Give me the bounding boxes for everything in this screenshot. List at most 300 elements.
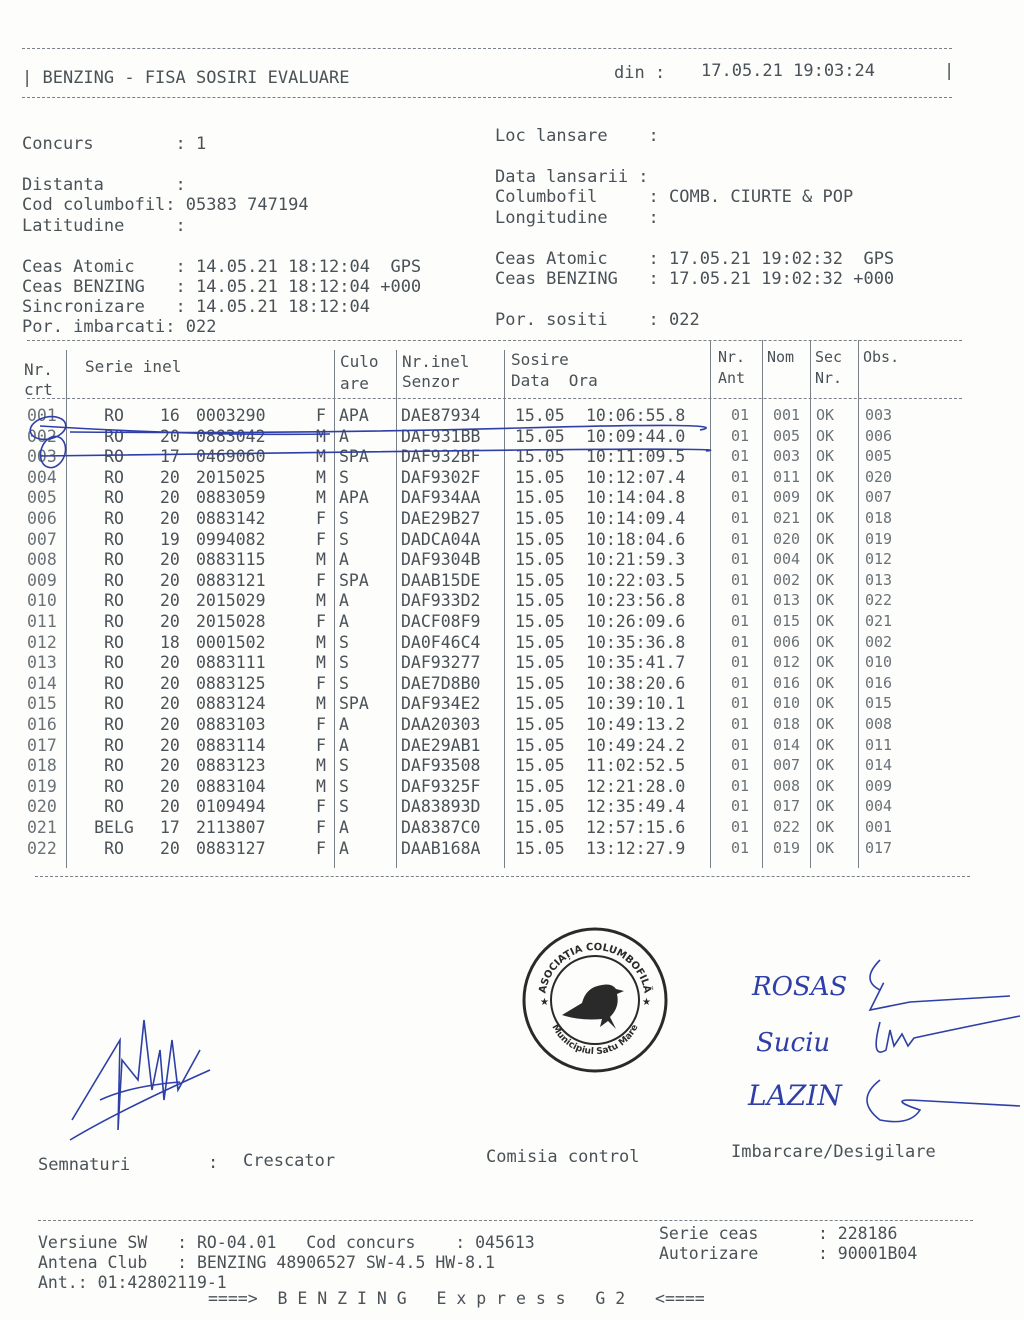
header-din-value: 17.05.21 19:03:24 <box>701 61 875 81</box>
cell-ant: 01 <box>731 467 750 486</box>
cell-nr: 005 <box>27 488 57 508</box>
handwritten-name-rosas: ROSAS <box>752 972 848 1002</box>
cell-ant: 01 <box>731 673 750 692</box>
cell-obs: 017 <box>865 838 893 857</box>
cell-ant: 01 <box>731 715 750 733</box>
antena-id: Ant.: 01:42802119-1 <box>38 1273 227 1292</box>
cell-sex: M <box>316 591 326 611</box>
latitudine: Latitudine : <box>22 216 186 236</box>
cell-ant: 01 <box>731 447 750 466</box>
cell-tara: RO <box>104 715 124 734</box>
cell-culoare: A <box>339 735 349 755</box>
col-header-nr-ant: Nr. <box>718 348 746 366</box>
cell-nom: 017 <box>773 797 801 816</box>
cell-senzor: DAAB15DE <box>401 570 481 590</box>
cell-ora: 10:23:56.8 <box>586 591 686 611</box>
cell-culoare: APA <box>339 488 369 508</box>
col-header-serie: Serie inel <box>85 357 182 376</box>
serie-ceas: Serie ceas : 228186 <box>659 1224 898 1243</box>
cell-ant: 01 <box>731 838 750 857</box>
cell-tara: RO <box>104 447 124 467</box>
cell-nr: 020 <box>27 797 57 817</box>
cell-tara: RO <box>104 406 124 425</box>
cell-ant: 01 <box>731 653 750 672</box>
col-header-ant: Ant <box>718 369 746 387</box>
header-right-bar: | <box>944 61 955 81</box>
cell-obs: 013 <box>865 570 893 589</box>
cell-inel: 0469060 <box>196 447 266 467</box>
cell-ora: 12:57:15.6 <box>586 818 686 837</box>
cell-nom: 019 <box>773 838 801 857</box>
cell-nr: 008 <box>27 550 57 570</box>
cell-culoare: S <box>339 797 349 817</box>
cell-tara: RO <box>104 632 124 652</box>
cell-ora: 10:06:55.8 <box>586 406 686 425</box>
cell-sex: F <box>316 715 326 734</box>
cell-senzor: DA8387C0 <box>401 818 481 837</box>
cell-nr: 006 <box>27 509 57 528</box>
cell-culoare: S <box>339 467 349 487</box>
cell-nom: 007 <box>773 756 801 775</box>
cell-ant: 01 <box>731 406 750 424</box>
cell-ant: 01 <box>731 776 750 795</box>
cell-tara: RO <box>104 488 124 508</box>
cell-nom: 006 <box>773 632 801 651</box>
cell-ant: 01 <box>731 529 750 548</box>
cell-inel: 2015025 <box>196 467 266 487</box>
cell-sec: OK <box>816 715 835 733</box>
imbarcare-label: Imbarcare/Desigilare <box>731 1142 936 1162</box>
cell-obs: 008 <box>865 715 893 733</box>
col-header-nom: Nom <box>767 348 795 366</box>
cell-nr: 002 <box>27 426 57 446</box>
cell-senzor: DAF933D2 <box>401 591 481 611</box>
cell-nr: 009 <box>27 570 57 590</box>
cell-sex: M <box>316 488 326 508</box>
cell-zi: 15.05 <box>515 797 565 817</box>
cell-zi: 15.05 <box>515 776 565 796</box>
col-header-nrinel: Nr.inel <box>402 352 470 371</box>
cell-zi: 15.05 <box>515 612 565 631</box>
cell-obs: 004 <box>865 797 893 816</box>
cell-senzor: DAE29B27 <box>401 509 481 528</box>
cell-zi: 15.05 <box>515 818 565 837</box>
cell-nr: 016 <box>27 715 57 734</box>
cell-culoare: S <box>339 776 349 796</box>
cell-obs: 012 <box>865 550 893 569</box>
cell-ant: 01 <box>731 612 750 630</box>
cell-obs: 019 <box>865 529 893 548</box>
cell-inel: 0883123 <box>196 756 266 776</box>
cell-ant: 01 <box>731 632 750 651</box>
cell-zi: 15.05 <box>515 591 565 611</box>
cell-senzor: DACF08F9 <box>401 612 481 631</box>
crescator-signature <box>60 1010 220 1150</box>
cell-culoare: SPA <box>339 570 369 590</box>
cell-nr: 013 <box>27 653 57 673</box>
cell-obs: 021 <box>865 612 893 630</box>
cell-nom: 009 <box>773 488 801 507</box>
cell-nom: 005 <box>773 426 801 445</box>
cell-nr: 010 <box>27 591 57 611</box>
cell-ant: 01 <box>731 509 750 527</box>
col-header-obs: Obs. <box>863 348 900 366</box>
cell-an: 20 <box>160 673 180 693</box>
cell-ora: 10:49:13.2 <box>586 715 686 734</box>
cell-ora: 10:35:41.7 <box>586 653 686 673</box>
cell-tara: RO <box>104 591 124 611</box>
cell-tara: RO <box>104 570 124 590</box>
por-sositi: Por. sositi : 022 <box>495 310 700 330</box>
cell-inel: 0883124 <box>196 694 266 714</box>
cell-obs: 022 <box>865 591 893 610</box>
cell-sec: OK <box>816 447 835 466</box>
cell-sec: OK <box>816 653 835 672</box>
cell-senzor: DAF93277 <box>401 653 481 673</box>
cell-culoare: S <box>339 632 349 652</box>
cell-zi: 15.05 <box>515 694 565 714</box>
col-header-sec-nr: Nr. <box>815 369 843 387</box>
cell-zi: 15.05 <box>515 550 565 570</box>
cell-nom: 010 <box>773 694 801 713</box>
cell-senzor: DAA20303 <box>401 715 481 734</box>
cell-culoare: S <box>339 673 349 693</box>
cell-obs: 015 <box>865 694 893 713</box>
cell-zi: 15.05 <box>515 715 565 734</box>
col-header-nr: Nr. <box>24 360 53 379</box>
cell-ora: 10:22:03.5 <box>586 570 686 590</box>
cell-senzor: DAF932BF <box>401 447 481 467</box>
cell-tara: BELG <box>94 818 134 837</box>
col-header-sosire: Sosire <box>511 350 569 369</box>
cell-zi: 15.05 <box>515 570 565 590</box>
cell-zi: 15.05 <box>515 653 565 673</box>
cell-ant: 01 <box>731 818 750 836</box>
cell-nom: 003 <box>773 447 801 466</box>
cell-sec: OK <box>816 673 835 692</box>
col-header-data-ora: Data Ora <box>511 371 598 390</box>
cell-ora: 10:39:10.1 <box>586 694 686 714</box>
cell-senzor: DADCA04A <box>401 529 481 549</box>
cell-an: 20 <box>160 467 180 487</box>
cell-nom: 001 <box>773 406 801 424</box>
svg-text:★: ★ <box>540 997 549 1008</box>
cell-obs: 016 <box>865 673 893 692</box>
cell-tara: RO <box>104 612 124 631</box>
cell-sex: F <box>316 797 326 817</box>
ceas-atomic-start: Ceas Atomic : 14.05.21 18:12:04 GPS <box>22 257 422 277</box>
cell-sex: M <box>316 447 326 467</box>
cell-inel: 0001502 <box>196 632 266 652</box>
cell-sec: OK <box>816 776 835 795</box>
cell-nom: 020 <box>773 529 801 548</box>
cell-inel: 0883111 <box>196 653 266 673</box>
cell-an: 20 <box>160 509 180 528</box>
cell-tara: RO <box>104 529 124 549</box>
cell-senzor: DAF9304B <box>401 550 481 570</box>
cell-an: 20 <box>160 653 180 673</box>
cell-an: 17 <box>160 447 180 467</box>
cell-ant: 01 <box>731 756 750 775</box>
cell-senzor: DAF931BB <box>401 426 481 446</box>
cell-inel: 0883104 <box>196 776 266 796</box>
cell-sec: OK <box>816 509 835 527</box>
cell-culoare: S <box>339 529 349 549</box>
cell-sex: M <box>316 776 326 796</box>
cell-nom: 008 <box>773 776 801 795</box>
crescator-label: Crescator <box>243 1151 336 1171</box>
cell-sec: OK <box>816 735 835 754</box>
cell-inel: 2015028 <box>196 612 266 631</box>
cell-ora: 12:35:49.4 <box>586 797 686 817</box>
cod-columbofil: Cod columbofil: 05383 747194 <box>22 195 309 215</box>
cell-sex: M <box>316 550 326 570</box>
cell-ora: 10:09:44.0 <box>586 426 686 446</box>
cell-an: 20 <box>160 735 180 755</box>
cell-senzor: DAF934E2 <box>401 694 481 714</box>
cell-tara: RO <box>104 426 124 446</box>
benzing-express: ====> B E N Z I N G E x p r e s s G 2 <==== <box>208 1289 705 1308</box>
cell-senzor: DA0F46C4 <box>401 632 481 652</box>
cell-sex: F <box>316 612 326 631</box>
cell-inel: 0994082 <box>196 529 266 549</box>
cell-sec: OK <box>816 488 835 507</box>
col-header-sec: Sec <box>815 348 843 366</box>
header-title: | BENZING - FISA SOSIRI EVALUARE <box>22 68 350 88</box>
cell-tara: RO <box>104 550 124 570</box>
cell-zi: 15.05 <box>515 673 565 693</box>
cell-obs: 003 <box>865 406 893 424</box>
cell-nr: 018 <box>27 756 57 776</box>
cell-inel: 0883127 <box>196 838 266 858</box>
cell-inel: 2113807 <box>196 818 266 837</box>
cell-sex: M <box>316 632 326 652</box>
cell-culoare: A <box>339 426 349 446</box>
ceas-atomic-end: Ceas Atomic : 17.05.21 19:02:32 GPS <box>495 249 895 269</box>
cell-an: 20 <box>160 838 180 858</box>
cell-an: 20 <box>160 612 180 631</box>
versiune-sw: Versiune SW : RO-04.01 Cod concurs : 045613 <box>38 1233 535 1252</box>
footer-rule <box>38 1220 973 1221</box>
por-imbarcati: Por. imbarcati: 022 <box>22 317 217 337</box>
cell-senzor: DAF9325F <box>401 776 481 796</box>
cell-culoare: A <box>339 550 349 570</box>
pen-underline-row-2 <box>40 449 711 456</box>
cell-culoare: A <box>339 612 349 631</box>
pen-underline-row-1b <box>40 426 330 434</box>
cell-nom: 013 <box>773 591 801 610</box>
cell-ant: 01 <box>731 550 750 569</box>
cell-sec: OK <box>816 467 835 486</box>
cell-zi: 15.05 <box>515 447 565 467</box>
cell-nom: 015 <box>773 612 801 630</box>
cell-sex: M <box>316 694 326 714</box>
cell-nom: 011 <box>773 467 801 486</box>
cell-ora: 10:14:04.8 <box>586 488 686 508</box>
col-header-culoare-2: are <box>340 374 369 393</box>
cell-culoare: SPA <box>339 447 369 467</box>
cell-ora: 10:26:09.6 <box>586 612 686 631</box>
cell-tara: RO <box>104 673 124 693</box>
cell-culoare: S <box>339 756 349 776</box>
cell-tara: RO <box>104 776 124 796</box>
handwritten-name-lazin: LAZIN <box>748 1079 842 1112</box>
cell-obs: 006 <box>865 426 893 445</box>
cell-inel: 0883142 <box>196 509 266 528</box>
cell-tara: RO <box>104 797 124 817</box>
cell-ora: 10:18:04.6 <box>586 529 686 549</box>
cell-nom: 012 <box>773 653 801 672</box>
cell-obs: 011 <box>865 735 893 754</box>
cell-an: 17 <box>160 818 180 837</box>
cell-sex: F <box>316 406 326 425</box>
cell-senzor: DA83893D <box>401 797 481 817</box>
cell-nr: 022 <box>27 838 57 858</box>
cell-sex: M <box>316 426 326 446</box>
cell-ora: 10:21:59.3 <box>586 550 686 570</box>
cell-inel: 0109494 <box>196 797 266 817</box>
cell-tara: RO <box>104 756 124 776</box>
cell-sec: OK <box>816 406 835 424</box>
cell-an: 20 <box>160 776 180 796</box>
cell-nr: 014 <box>27 673 57 693</box>
cell-sec: OK <box>816 550 835 569</box>
cell-obs: 020 <box>865 467 893 486</box>
distanta: Distanta : <box>22 175 186 195</box>
cell-senzor: DAF9302F <box>401 467 481 487</box>
cell-sec: OK <box>816 426 835 445</box>
cell-ora: 11:02:52.5 <box>586 756 686 776</box>
cell-sec: OK <box>816 756 835 775</box>
loc-lansare: Loc lansare : <box>495 126 659 146</box>
cell-sec: OK <box>816 632 835 651</box>
cell-zi: 15.05 <box>515 509 565 528</box>
cell-sex: M <box>316 756 326 776</box>
cell-sec: OK <box>816 797 835 816</box>
cell-nr: 021 <box>27 818 57 837</box>
concurs: Concurs : 1 <box>22 134 207 154</box>
cell-culoare: SPA <box>339 694 369 714</box>
cell-inel: 0883059 <box>196 488 266 508</box>
cell-tara: RO <box>104 509 124 528</box>
cell-ora: 10:49:24.2 <box>586 735 686 755</box>
cell-sex: M <box>316 653 326 673</box>
antena-club: Antena Club : BENZING 48906527 SW-4.5 HW-8.1 <box>38 1253 495 1272</box>
col-header-senzor: Senzor <box>402 372 460 391</box>
cell-ant: 01 <box>731 591 750 610</box>
cell-zi: 15.05 <box>515 838 565 858</box>
cell-culoare: A <box>339 818 349 837</box>
cell-inel: 0883103 <box>196 715 266 734</box>
pigeon-icon <box>562 985 624 1030</box>
cell-obs: 010 <box>865 653 893 672</box>
cell-sec: OK <box>816 694 835 713</box>
cell-an: 20 <box>160 550 180 570</box>
cell-senzor: DAF934AA <box>401 488 481 508</box>
cell-sec: OK <box>816 818 835 836</box>
cell-sex: M <box>316 467 326 487</box>
col-header-culoare: Culo <box>340 352 379 371</box>
cell-nom: 021 <box>773 509 801 527</box>
cell-an: 16 <box>160 406 180 425</box>
cell-senzor: DAF93508 <box>401 756 481 776</box>
cell-nom: 022 <box>773 818 801 836</box>
cell-ant: 01 <box>731 426 750 445</box>
cell-ant: 01 <box>731 735 750 754</box>
cell-obs: 002 <box>865 632 893 651</box>
cell-zi: 15.05 <box>515 756 565 776</box>
cell-tara: RO <box>104 467 124 487</box>
semnaturi-label: Semnaturi <box>38 1155 131 1175</box>
cell-an: 19 <box>160 529 180 549</box>
cell-ora: 13:12:27.9 <box>586 838 686 858</box>
cell-inel: 0883115 <box>196 550 266 570</box>
cell-nr: 003 <box>27 447 57 467</box>
cell-tara: RO <box>104 653 124 673</box>
cell-nom: 002 <box>773 570 801 589</box>
cell-ant: 01 <box>731 488 750 507</box>
cell-an: 20 <box>160 694 180 714</box>
cell-ora: 10:35:36.8 <box>586 632 686 652</box>
cell-nr: 017 <box>27 735 57 755</box>
cell-sec: OK <box>816 591 835 610</box>
cell-sec: OK <box>816 529 835 548</box>
cell-nr: 001 <box>27 406 57 425</box>
handwritten-name-suciu: Suciu <box>756 1028 831 1058</box>
cell-ora: 10:14:09.4 <box>586 509 686 528</box>
cell-culoare: S <box>339 653 349 673</box>
comisia-label: Comisia control <box>486 1147 640 1167</box>
cell-senzor: DAAB168A <box>401 838 481 858</box>
cell-sec: OK <box>816 570 835 589</box>
semnaturi-colon: : <box>208 1153 219 1173</box>
ceas-benzing-end: Ceas BENZING : 17.05.21 19:02:32 +000 <box>495 269 895 289</box>
cell-ora: 12:21:28.0 <box>586 776 686 796</box>
cell-culoare: A <box>339 591 349 611</box>
cell-sex: F <box>316 509 326 528</box>
cell-ant: 01 <box>731 797 750 816</box>
cell-obs: 009 <box>865 776 893 795</box>
cell-nom: 014 <box>773 735 801 754</box>
cell-zi: 15.05 <box>515 426 565 446</box>
cell-nr: 007 <box>27 529 57 549</box>
cell-nr: 015 <box>27 694 57 714</box>
commission-signatures <box>850 950 1024 1130</box>
svg-text:★: ★ <box>642 997 651 1008</box>
longitudine: Longitudine : <box>495 208 659 228</box>
cell-ant: 01 <box>731 570 750 589</box>
cell-an: 20 <box>160 797 180 817</box>
cell-inel: 0883121 <box>196 570 266 590</box>
cell-culoare: A <box>339 715 349 734</box>
cell-nr: 011 <box>27 612 57 631</box>
cell-nr: 019 <box>27 776 57 796</box>
cell-an: 20 <box>160 756 180 776</box>
cell-ora: 10:12:07.4 <box>586 467 686 487</box>
ceas-benzing-start: Ceas BENZING : 14.05.21 18:12:04 +000 <box>22 277 422 297</box>
cell-nr: 004 <box>27 467 57 487</box>
cell-culoare: S <box>339 509 349 528</box>
cell-tara: RO <box>104 694 124 714</box>
cell-tara: RO <box>104 838 124 858</box>
cell-an: 20 <box>160 715 180 734</box>
cell-sex: F <box>316 529 326 549</box>
cell-obs: 007 <box>865 488 893 507</box>
cell-an: 20 <box>160 570 180 590</box>
header-din-label: din : <box>614 63 666 83</box>
cell-inel: 0003290 <box>196 406 266 425</box>
cell-ora: 10:11:09.5 <box>586 447 686 467</box>
